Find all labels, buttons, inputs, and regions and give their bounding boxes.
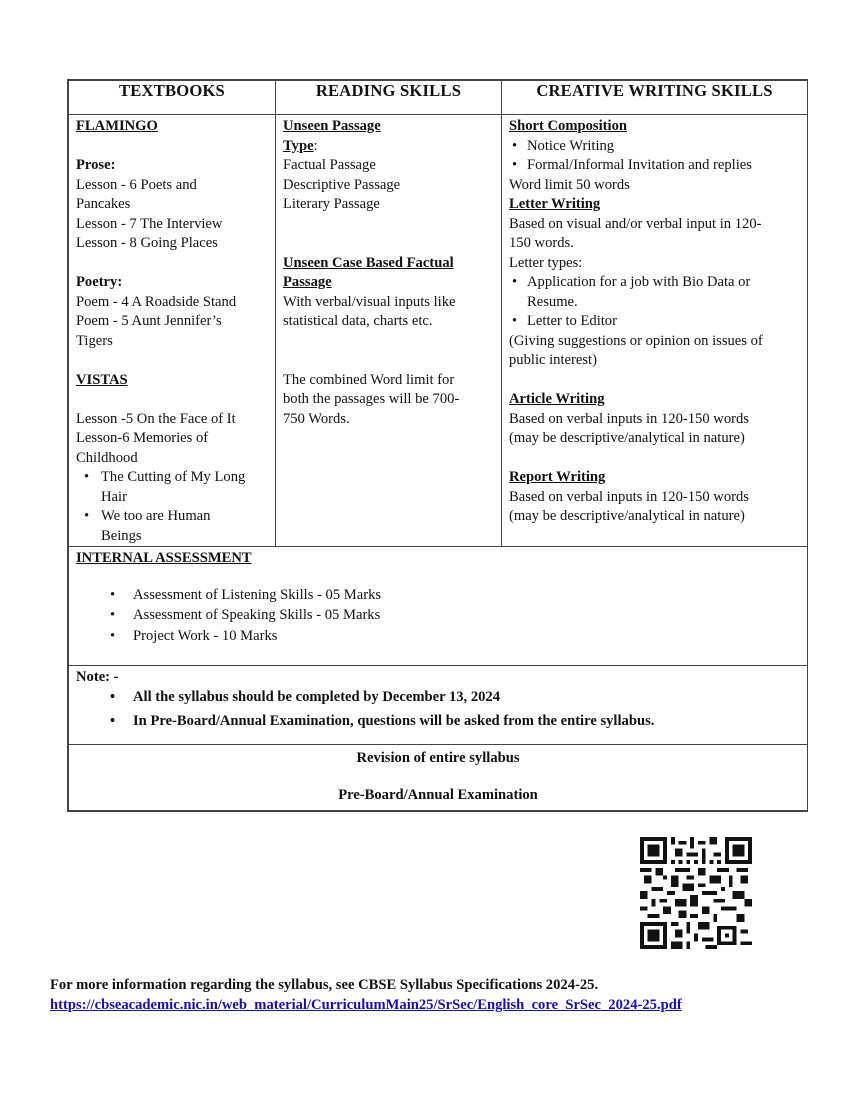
note-list	[76, 688, 800, 736]
reading-cell	[276, 115, 502, 547]
prose-line: Lesson - 7 The Interview	[76, 215, 223, 232]
vistas-bullets	[76, 468, 268, 546]
poetry-line: Tigers	[76, 332, 113, 349]
syllabus-table	[67, 79, 808, 812]
letter-text: Based on visual and/or verbal input in 120-	[509, 215, 762, 232]
footer	[50, 975, 682, 1015]
type-label: Type	[283, 137, 314, 154]
report-text: Based on verbal inputs in 120-150 words	[509, 488, 749, 505]
revision-cell	[69, 744, 808, 810]
list-item	[76, 507, 268, 546]
revision-line: Revision of entire syllabus	[356, 750, 520, 766]
letter-types-list	[509, 273, 800, 332]
list-item: • Formal/Informal Invitation and replies	[509, 156, 800, 176]
bullet-line: Hair	[101, 488, 127, 505]
footer-text: For more information regarding the syllabus, see CBSE Syllabus Specifications 2024-25.	[50, 977, 599, 993]
bullet-line: Application for a job with Bio Data or	[527, 274, 751, 290]
word-limit-text: 750 Words.	[283, 410, 350, 427]
short-composition-title: Short Composition	[509, 118, 627, 134]
internal-assessment-title: INTERNAL ASSESSMENT	[76, 550, 252, 566]
bullet-line: Beings	[101, 527, 142, 544]
header-reading-skills: READING SKILLS	[276, 81, 502, 115]
letter-note: public interest)	[509, 352, 597, 368]
header-row	[69, 81, 808, 115]
case-based-title: Unseen Case Based Factual	[283, 254, 454, 271]
header-textbooks: TEXTBOOKS	[69, 81, 276, 115]
poetry-title: Poetry:	[76, 274, 123, 290]
list-item: • Assessment of Speaking Skills - 05 Marks	[76, 606, 800, 627]
letter-types-label: Letter types:	[509, 254, 583, 271]
exam-line: Pre-Board/Annual Examination	[338, 786, 538, 803]
bullet-line: The Cutting of My Long	[101, 469, 246, 485]
passage-type: Descriptive Passage	[283, 176, 401, 193]
prose-line: Lesson - 6 Poets and	[76, 176, 197, 193]
list-item: • In Pre-Board/Annual Examination, questions will be asked from the entire syllabus.	[76, 712, 800, 736]
note-row	[69, 666, 808, 745]
unseen-passage-title: Unseen Passage	[283, 118, 381, 134]
case-text: statistical data, charts etc.	[283, 313, 433, 329]
list-item	[509, 273, 800, 312]
textbooks-cell	[69, 115, 276, 547]
creative-writing-cell	[502, 115, 808, 547]
report-writing-title: Report Writing	[509, 469, 606, 485]
prose-line: Lesson - 8 Going Places	[76, 235, 218, 251]
type-colon: :	[313, 137, 318, 154]
article-writing-title: Article Writing	[509, 391, 605, 407]
poetry-line: Poem - 4 A Roadside Stand	[76, 293, 237, 310]
case-based-title: Passage	[283, 274, 332, 290]
internal-assessment-list	[76, 586, 800, 666]
syllabus-grid	[68, 80, 808, 811]
qr-code-icon	[640, 837, 752, 949]
article-text: Based on verbal inputs in 120-150 words	[509, 410, 749, 427]
bullet-line: We too are Human	[101, 508, 211, 524]
vistas-line: Childhood	[76, 449, 138, 466]
content-row	[69, 115, 808, 547]
report-text: (may be descriptive/analytical in nature)	[509, 508, 745, 524]
passage-type: Literary Passage	[283, 196, 380, 212]
short-composition-list	[509, 137, 800, 176]
list-item	[76, 468, 268, 507]
case-text: With verbal/visual inputs like	[283, 293, 456, 310]
letter-text: 150 words.	[509, 235, 574, 251]
word-limit-text: both the passages will be 700-	[283, 391, 460, 407]
list-item: • Assessment of Listening Skills - 05 Marks	[76, 586, 800, 607]
list-item: • Project Work - 10 Marks	[76, 627, 800, 648]
list-item: • Notice Writing	[509, 137, 800, 157]
list-item	[509, 312, 800, 332]
word-limit-text: The combined Word limit for	[283, 371, 455, 388]
list-item: • All the syllabus should be completed by December 13, 2024	[76, 688, 800, 712]
bullet-line: Letter to Editor	[527, 313, 617, 329]
internal-assessment-row	[69, 547, 808, 666]
article-text: (may be descriptive/analytical in nature)	[509, 430, 745, 446]
flamingo-title: FLAMINGO	[76, 118, 158, 134]
syllabus-link[interactable]: https://cbseacademic.nic.in/web_material/CurriculumMain25/SrSec/English_core_SrSec_2024-25.pdf	[50, 997, 682, 1013]
revision-row	[69, 744, 808, 810]
letter-note: (Giving suggestions or opinion on issues of	[509, 332, 763, 349]
letter-writing-title: Letter Writing	[509, 196, 601, 212]
prose-line: Pancakes	[76, 196, 131, 212]
header-creative-writing: CREATIVE WRITING SKILLS	[502, 81, 808, 115]
vistas-line: Lesson-6 Memories of	[76, 430, 209, 446]
internal-assessment-cell	[69, 547, 808, 666]
bullet-line: Resume.	[527, 293, 578, 310]
vistas-title: VISTAS	[76, 371, 128, 388]
poetry-line: Poem - 5 Aunt Jennifer’s	[76, 313, 222, 329]
note-cell	[69, 666, 808, 745]
prose-title: Prose:	[76, 157, 116, 173]
passage-type: Factual Passage	[283, 157, 376, 173]
note-title: Note: -	[76, 669, 119, 685]
short-word-limit: Word limit 50 words	[509, 176, 630, 193]
vistas-line: Lesson -5 On the Face of It	[76, 410, 236, 427]
